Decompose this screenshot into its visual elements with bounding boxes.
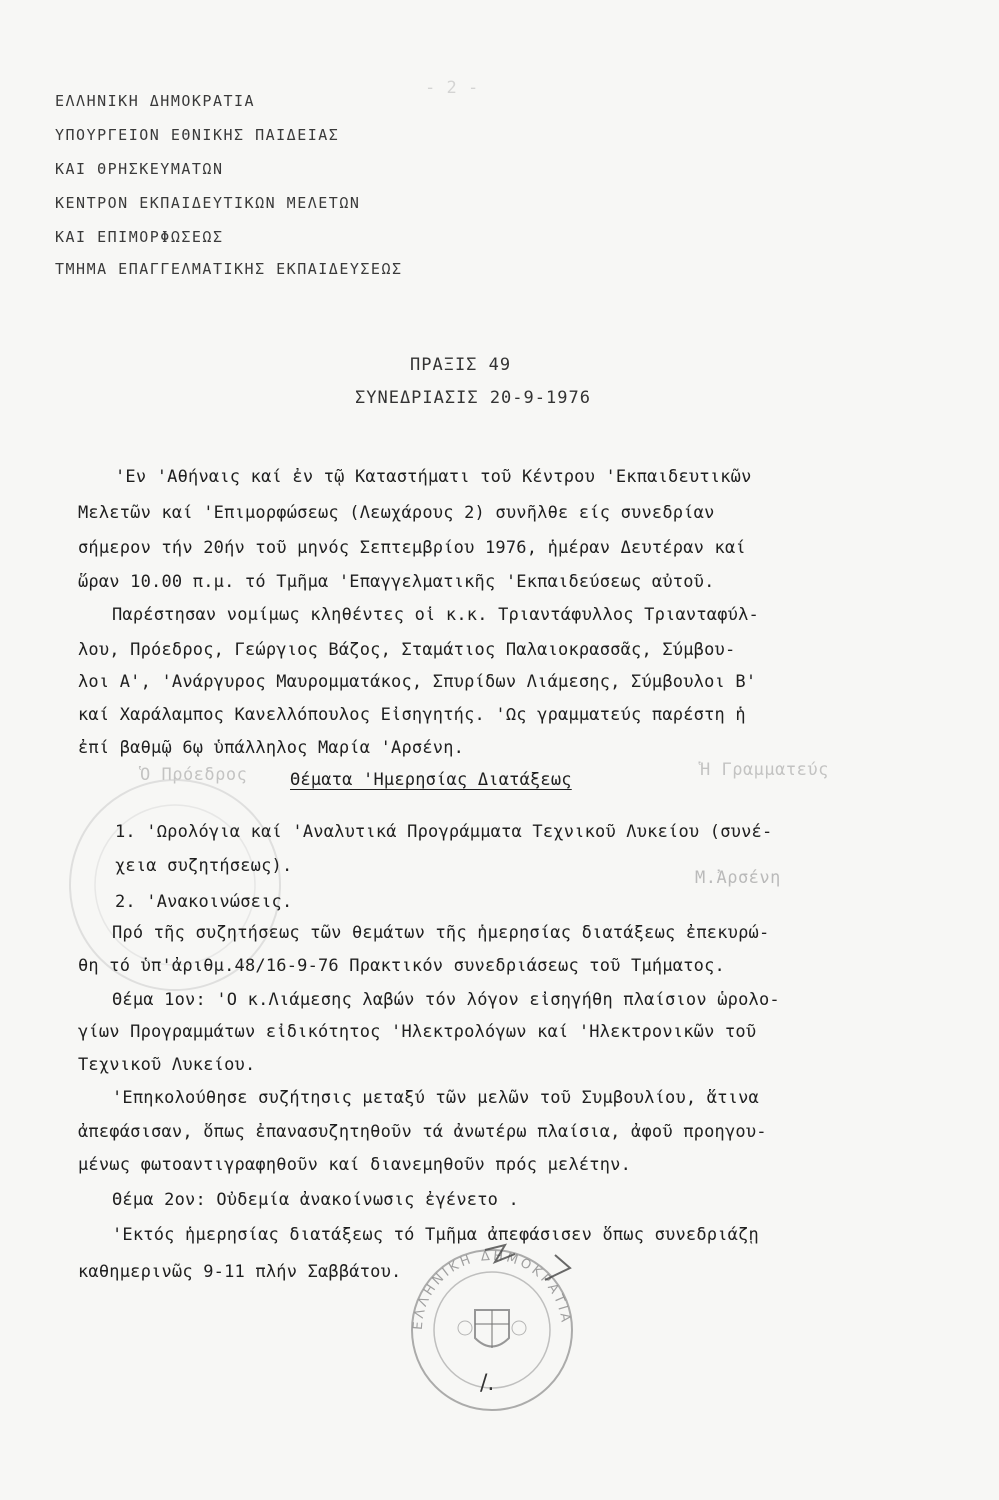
bleed-through-secretary: Ἡ Γραμματεύς — [700, 760, 829, 780]
agenda-item-1-cont: χεια συζητήσεως). — [115, 856, 293, 876]
agenda-item-2: 2. 'Ανακοινώσεις. — [115, 892, 293, 912]
body-line: Τεχνικοῦ Λυκείου. — [78, 1055, 256, 1075]
signature-mark: /. — [480, 1371, 495, 1396]
header-line-2: ΥΠΟΥΡΓΕΙΟΝ ΕΘΝΙΚΗΣ ΠΑΙΔΕΙΑΣ — [55, 126, 340, 144]
praxis-number: ΠΡΑΞΙΣ 49 — [410, 355, 512, 375]
body-line: ἐπί βαθμῷ 6ῳ ὑπάλληλος Μαρία 'Αρσένη. — [78, 738, 465, 758]
stamp-ring-text: ΕΛΛΗΝΙΚΗ ΔΗΜΟΚΡΑΤΙΑ — [410, 1248, 573, 1331]
body-line: λοι Α', 'Ανάργυρος Μαυρομματάκος, Σπυρίδων Λιάμεσης, Σύμβουλοι Β' — [78, 672, 757, 692]
body-line: Παρέστησαν νομίμως κληθέντες οἱ κ.κ. Τριαντάφυλλος Τριανταφύλ- — [112, 605, 759, 625]
body-line: Μελετῶν καί 'Επιμορφώσεως (Λεωχάρους 2) συνῆλθε είς συνεδρίαν — [78, 503, 715, 523]
bleed-through-president: Ὁ Πρόεδρος — [140, 765, 248, 785]
official-stamp — [395, 1240, 590, 1420]
agenda-item-1: 1. 'Ωρολόγια καί 'Αναλυτικά Προγράμματα Τεχνικοῦ Λυκείου (συνέ- — [115, 822, 773, 842]
body-line: σήμερον τήν 20ήν τοῦ μηνός Σεπτεμβρίου 1976, ἡμέραν Δευτέραν καί — [78, 538, 746, 558]
body-line: 'Εν 'Αθήναις καί ἐν τῷ Καταστήματι τοῦ Κέντρου 'Εκπαιδευτικῶν — [115, 467, 752, 487]
body-line: λου, Πρόεδρος, Γεώργιος Βάζος, Σταμάτιος Παλαιοκρασσᾶς, Σύμβου- — [78, 640, 736, 660]
body-line: καθημερινῶς 9-11 πλήν Σαββάτου. — [78, 1262, 402, 1282]
body-line: Θέμα 1ον: 'Ο κ.Λιάμεσης λαβών τόν λόγον εἰσηγήθη πλαίσιον ὡρολο- — [112, 990, 780, 1010]
body-line: μένως φωτοαντιγραφηθοῦν καί διανεμηθοῦν πρός μελέτην. — [78, 1155, 632, 1175]
header-line-5: ΚΑΙ ΕΠΙΜΟΡΦΩΣΕΩΣ — [55, 228, 224, 246]
body-line: καί Χαράλαμπος Κανελλόπουλος Εἰσηγητής. 'Ως γραμματεύς παρέστη ἡ — [78, 705, 746, 725]
header-line-4: ΚΕΝΤΡΟΝ ΕΚΠΑΙΔΕΥΤΙΚΩΝ ΜΕΛΕΤΩΝ — [55, 194, 361, 212]
body-line: Πρό τῆς συζητήσεως τῶν θεμάτων τῆς ἡμερησίας διατάξεως ἐπεκυρώ- — [112, 923, 770, 943]
header-line-6: ΤΜΗΜΑ ΕΠΑΓΓΕΛΜΑΤΙΚΗΣ ΕΚΠΑΙΔΕΥΣΕΩΣ — [55, 260, 403, 278]
body-line: ἀπεφάσισαν, ὅπως ἐπανασυζητηθοῦν τά ἀνωτέρω πλαίσια, ἀφοῦ προηγου- — [78, 1122, 767, 1142]
body-line: γίων Προγραμμάτων εἰδικότητος 'Ηλεκτρολόγων καί 'Ηλεκτρονικῶν τοῦ — [78, 1022, 757, 1042]
agenda-heading: Θέματα 'Ημερησίας Διατάξεως — [290, 770, 572, 790]
bleed-through-signature: Μ.Ἀρσένη — [695, 868, 781, 888]
header-line-3: ΚΑΙ ΘΡΗΣΚΕΥΜΑΤΩΝ — [55, 160, 224, 178]
session-date: ΣΥΝΕΔΡΙΑΣΙΣ 20-9-1976 — [355, 388, 591, 408]
body-line: Θέμα 2ον: Οὐδεμία ἀνακοίνωσις ἐγένετο . — [112, 1190, 519, 1210]
page-number: - 2 - — [425, 78, 479, 98]
body-line: ὥραν 10.00 π.μ. τό Τμῆμα 'Επαγγελματικῆς 'Εκπαιδεύσεως αὐτοῦ. — [78, 572, 715, 592]
body-line: 'Επηκολούθησε συζήτησις μεταξύ τῶν μελῶν τοῦ Συμβουλίου, ἅτινα — [112, 1088, 759, 1108]
body-line: 'Εκτός ἡμερησίας διατάξεως τό Τμῆμα ἀπεφάσισεν ὅπως συνεδριάζῃ — [112, 1225, 759, 1245]
body-line: θη τό ὑπ'ἀριθμ.48/16-9-76 Πρακτικόν συνεδριάσεως τοῦ Τμήματος. — [78, 956, 725, 976]
header-line-1: ΕΛΛΗΝΙΚΗ ΔΗΜΟΚΡΑΤΙΑ — [55, 92, 256, 110]
